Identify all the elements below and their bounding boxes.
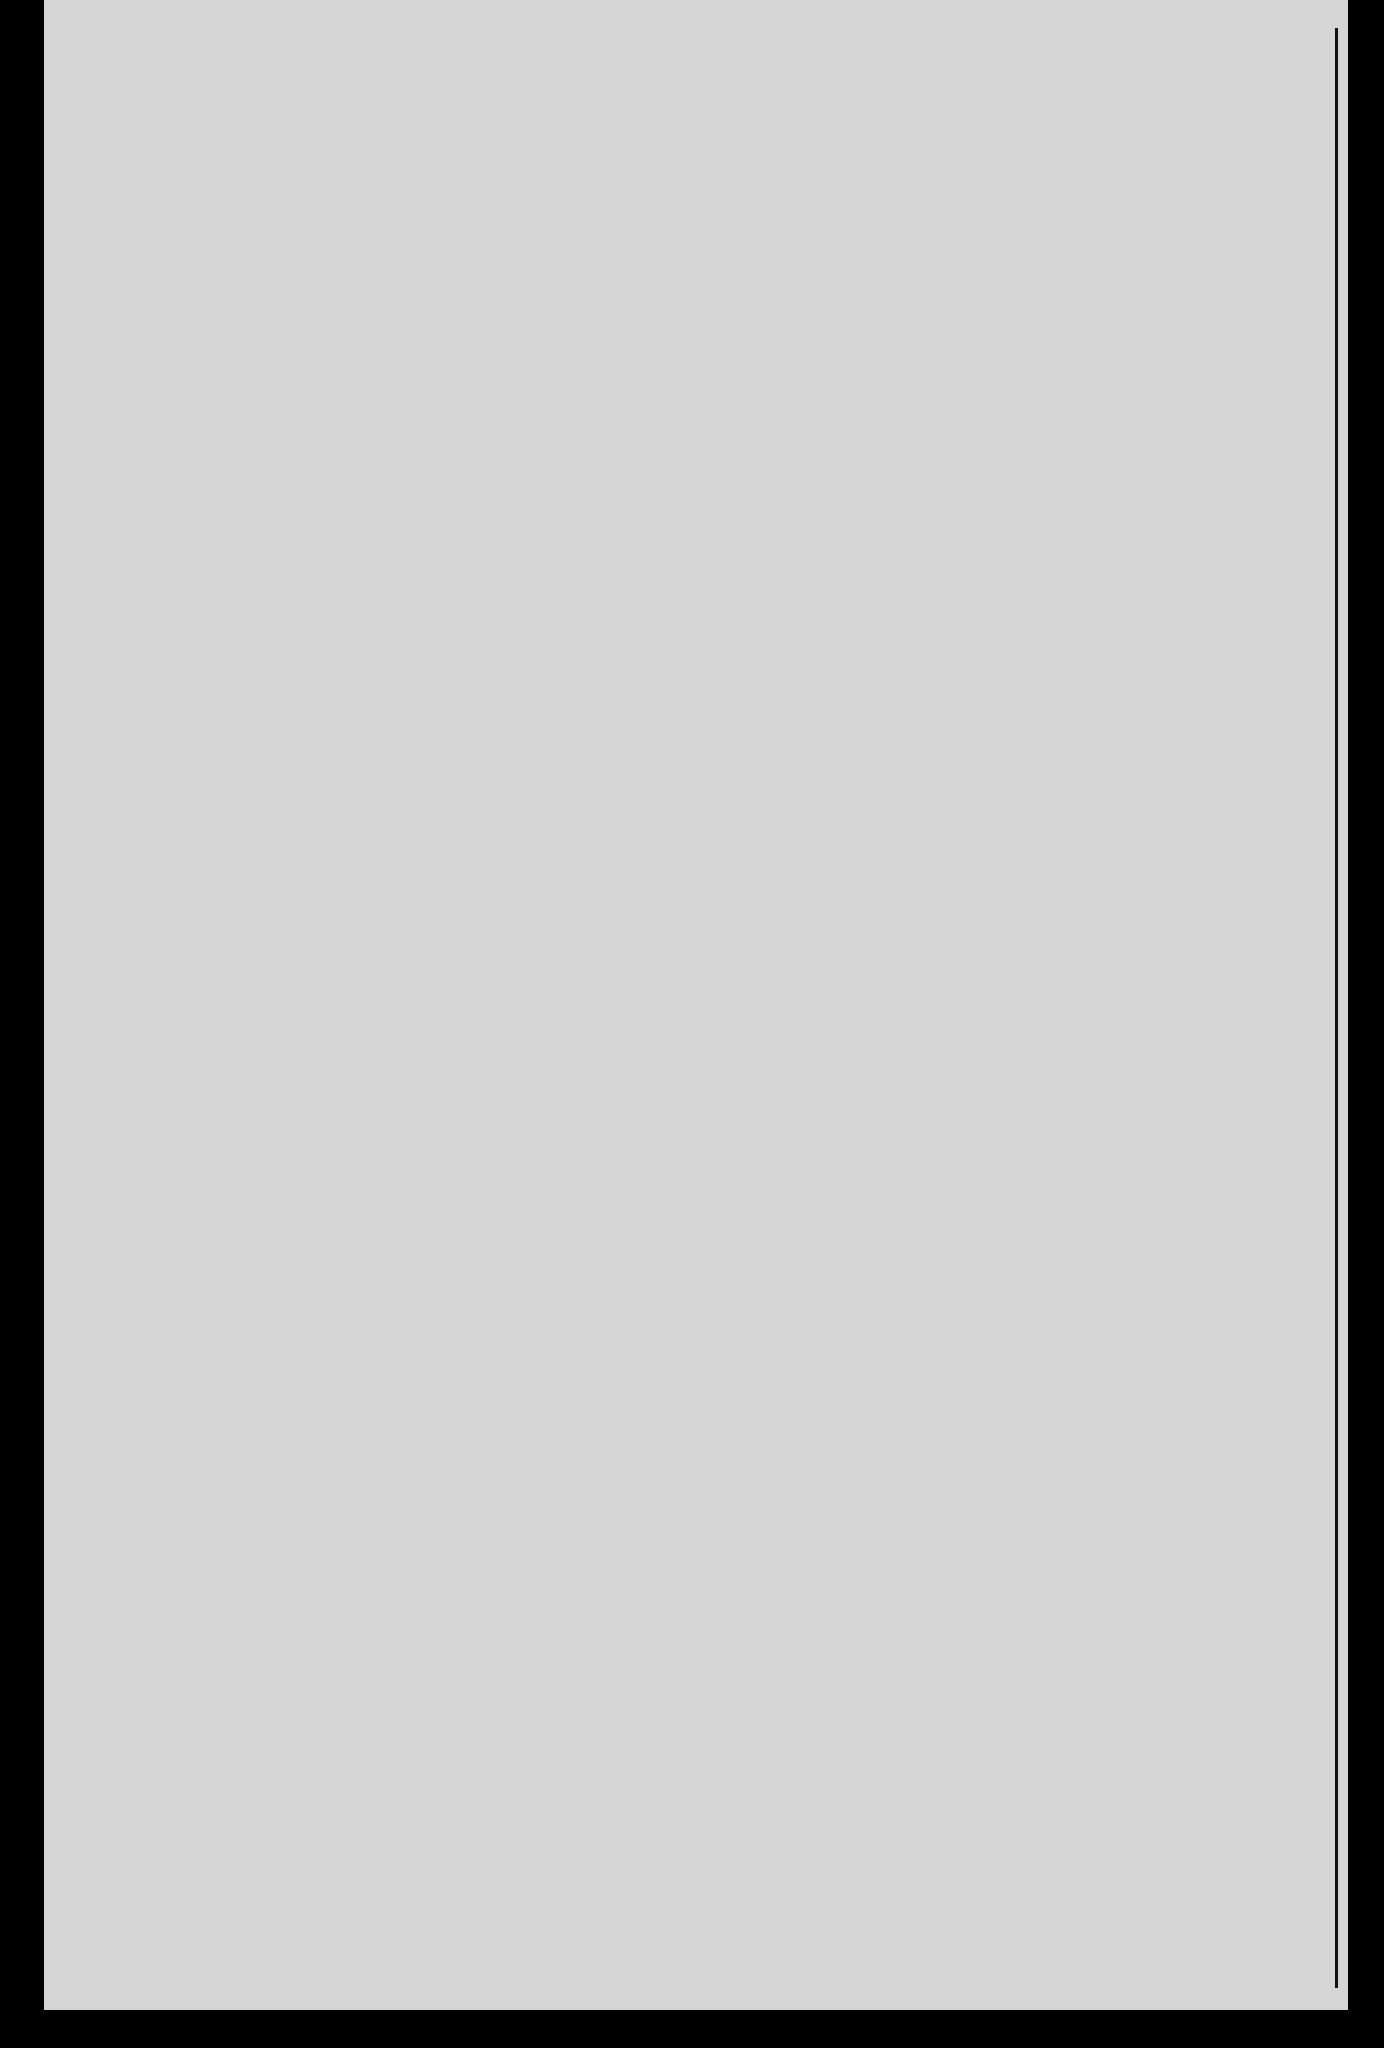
document-page [44, 0, 1348, 2010]
page-edge-rule [1335, 28, 1338, 1988]
page-number [144, 150, 1284, 198]
page-content [144, 150, 1284, 198]
